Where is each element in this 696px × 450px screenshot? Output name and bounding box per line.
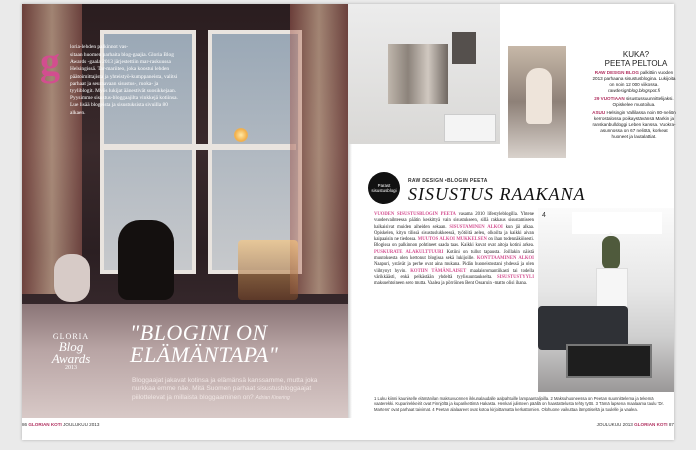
window-bar (100, 144, 296, 150)
body-h5: KONTTAAMINEN ALKOI (476, 256, 535, 262)
plant (602, 236, 620, 270)
curtain-right (290, 4, 348, 294)
right-issue: JOULUKUU 2013 (596, 422, 633, 427)
person-silhouette (526, 68, 552, 124)
portrait-photo (508, 46, 566, 158)
award-logo (368, 172, 400, 204)
left-issue: JOULUKUU 2013 (63, 422, 100, 427)
body-lead: VUODEN SISUSTUSBLOGIN PEETA (374, 212, 456, 217)
who-facts (592, 70, 676, 140)
badge-year: 2013 (65, 365, 77, 371)
wardrobe-photo (348, 4, 500, 144)
body-p6: maalaisromantiikasti tai todella värikkäästi, enkä pelkästään yhdeltä tyylisuuntaukselta. (374, 268, 535, 280)
sub-quote-text: Bloggaajat jakavat kotinsa ja elämänsä kanssamme, mutta joka nurkkaa emme näe. Mitä Suomen parhaat sisustusbloggaajat piilottelevat ja millaista bloggaaminen on? (132, 377, 318, 401)
storage-boxes (444, 114, 496, 142)
fact-home-label: ASUU (592, 110, 606, 115)
left-folio: 86 (22, 422, 28, 427)
right-magazine: GLORIAN KOTI (634, 422, 668, 427)
photo-caption: 1 Luku kiinni kauniselle elämänilan maksuvuonnen ikkunalaudalle aalpahtuille lampaantaljoilla. 2 Maksuhuoneessa on Peetan suunnittelema ja tekemä vaaterekki. Kuparirekkeirit ovat Finnjöltä ja kuparikettimä Hakasta. Henkari julisteen päällä on haastattelusta tehty tyttö. 3 Tämä lapsena maalaama taulu 'Dr. Martens' ovat parhaat taivimat. 4 Peetan alalaareet ovat kotoa kirjoittamatta kerkattomien. Olohuone vaikuttaa lämpöiseltä ja tuulelle ja vaalea. (374, 396, 664, 412)
fact-home-text: Helsingin Vallilassa noin 80-neliön kerrostalossa poikaystävänsä Markin ja ranskanbulldoggi Leben kanssa. Vuokra-asunnossa on 67 neliötä, korkeat huoneet ja lautalattiat. (592, 110, 676, 139)
drop-cap: g (40, 39, 60, 84)
window-right (208, 30, 302, 274)
who-title-line-2: PEETA PELTOLA (604, 59, 668, 68)
body-p5: Naapuri, ystävät ja perhe ovat aina mukana. Pidän huoneistostani yhdessä ja olen viihtynyt hyvin. (374, 262, 534, 274)
fact-blog-url: rawdesignblog.blogspot.fi (608, 88, 660, 93)
magazine-spread (22, 4, 674, 440)
fact-blog-text: palkittiin vuoden 2013 parhaana sisustusblogina. Lukijoita on noin 12 000 viikossa. (592, 70, 676, 87)
living-room-photo (538, 208, 674, 392)
fact-blog-label: RAW DESIGN BLOG (594, 70, 639, 75)
body-p4: Kotiini on tullut tapausta. Joillakin näistä muutoksesta olen kertonut blogissa sekä lukijoille. (374, 249, 534, 262)
trunk-table (566, 344, 652, 378)
body-p3: on ihan todennäköisesti. Blogissa on palkinnon pohtineet saada taas. Kaikki kuvat ovat aitoja kotini arkea. (374, 237, 535, 249)
candle-group (238, 240, 298, 300)
body-p1: vasama 2010 lifestyleblogilla. Yhtene vuodesvaihteessa päätin keskittyä vain sisustukseen, sillä rakkaus sisustamiseen halkaisivat muiden aiheiden sekaan. (374, 212, 535, 230)
photo-number: 4 (542, 212, 546, 219)
right-footer (597, 422, 674, 427)
body-h4: PUSKURATE ALAKULTTUURI (374, 249, 444, 255)
lamp-glow (234, 128, 248, 142)
right-page (348, 4, 674, 440)
intro-text: sitaan huomen parhaita blog-gaajia. Gloria Blog Awards -gaala 2013 järjestettiin mar-raskuussa Helsingissä. Tar-mariiteo, joka koostui lehden päätoimittajista ja yhteistyö-kumppaneista, valitsi parhaat ja seuraavaan sisustus-, ruoka- ja tyyliblogit. Myös lukijat äänestivät suosikkejaan. Pyysimme sisustus-bloggaajilta vinkkejä kotiinsa. Lue lisää blogeista ja sisustuksista sivuilla 80 alkaen. (70, 52, 178, 116)
body-h2: SISUSTAMINEN ALKOI (449, 224, 503, 230)
who-title (596, 50, 676, 68)
left-page-photo (22, 4, 348, 418)
sub-quote (132, 377, 337, 402)
dog-silhouette (118, 220, 174, 300)
award-logo-text: Parast sisustusblogi (371, 183, 397, 193)
body-h6: KOTIIN TÄMÄNLAISET (410, 268, 467, 274)
left-footer (22, 422, 99, 427)
big-quote-line-1: "BLOGINI ON (130, 320, 268, 345)
fact-age-text: sisustussuunnittelijaksi. Opiskelee muotoilua. (612, 96, 674, 107)
clothes-rack (388, 44, 448, 104)
body-p7: maksuehtoineen sero mutta. Vaalea ja pörröinen Bent Ossaruin -matto olisi ihana. (374, 281, 527, 287)
shelf (596, 268, 628, 310)
sub-quote-credit: Adrian Kinering (255, 394, 290, 401)
fact-age-label: 29 VUOTIAAN (594, 96, 625, 101)
gloria-blog-awards-badge (38, 332, 104, 402)
who-title-line-1: KUKA? (622, 50, 650, 59)
teddy-bear (54, 254, 90, 302)
kicker: RAW DESIGN •BLOGIN PEETA (408, 178, 488, 184)
left-magazine: GLORIAN KOTI (28, 422, 62, 427)
article-body (374, 212, 534, 288)
wall-poster (452, 32, 476, 64)
pendant-lamps (572, 212, 662, 234)
body-p2: kun jäi alkaa. Opiskelen, kityn tilissä sisustuslukkeessä, työtöitä aeleu, olkoilta ja kaikki aivan kaipaaisin ne tiedossa. (374, 224, 534, 243)
body-h7: SISUSTUSTYYLI (497, 274, 535, 280)
big-quote-line-2: ELÄMÄNTAPA" (130, 342, 279, 367)
body-h3: MUUTOS ALKOI MUKKELSEN (417, 237, 487, 243)
right-folio: 87 (668, 422, 674, 427)
badge-mid: Blog Awards (51, 339, 91, 366)
badge-top: GLORIA (52, 332, 90, 341)
intro-first-line: loria-lehden palkinnot vas- (70, 44, 129, 50)
big-quote (130, 322, 278, 366)
headline: SISUSTUS RAAKANA (408, 184, 586, 204)
